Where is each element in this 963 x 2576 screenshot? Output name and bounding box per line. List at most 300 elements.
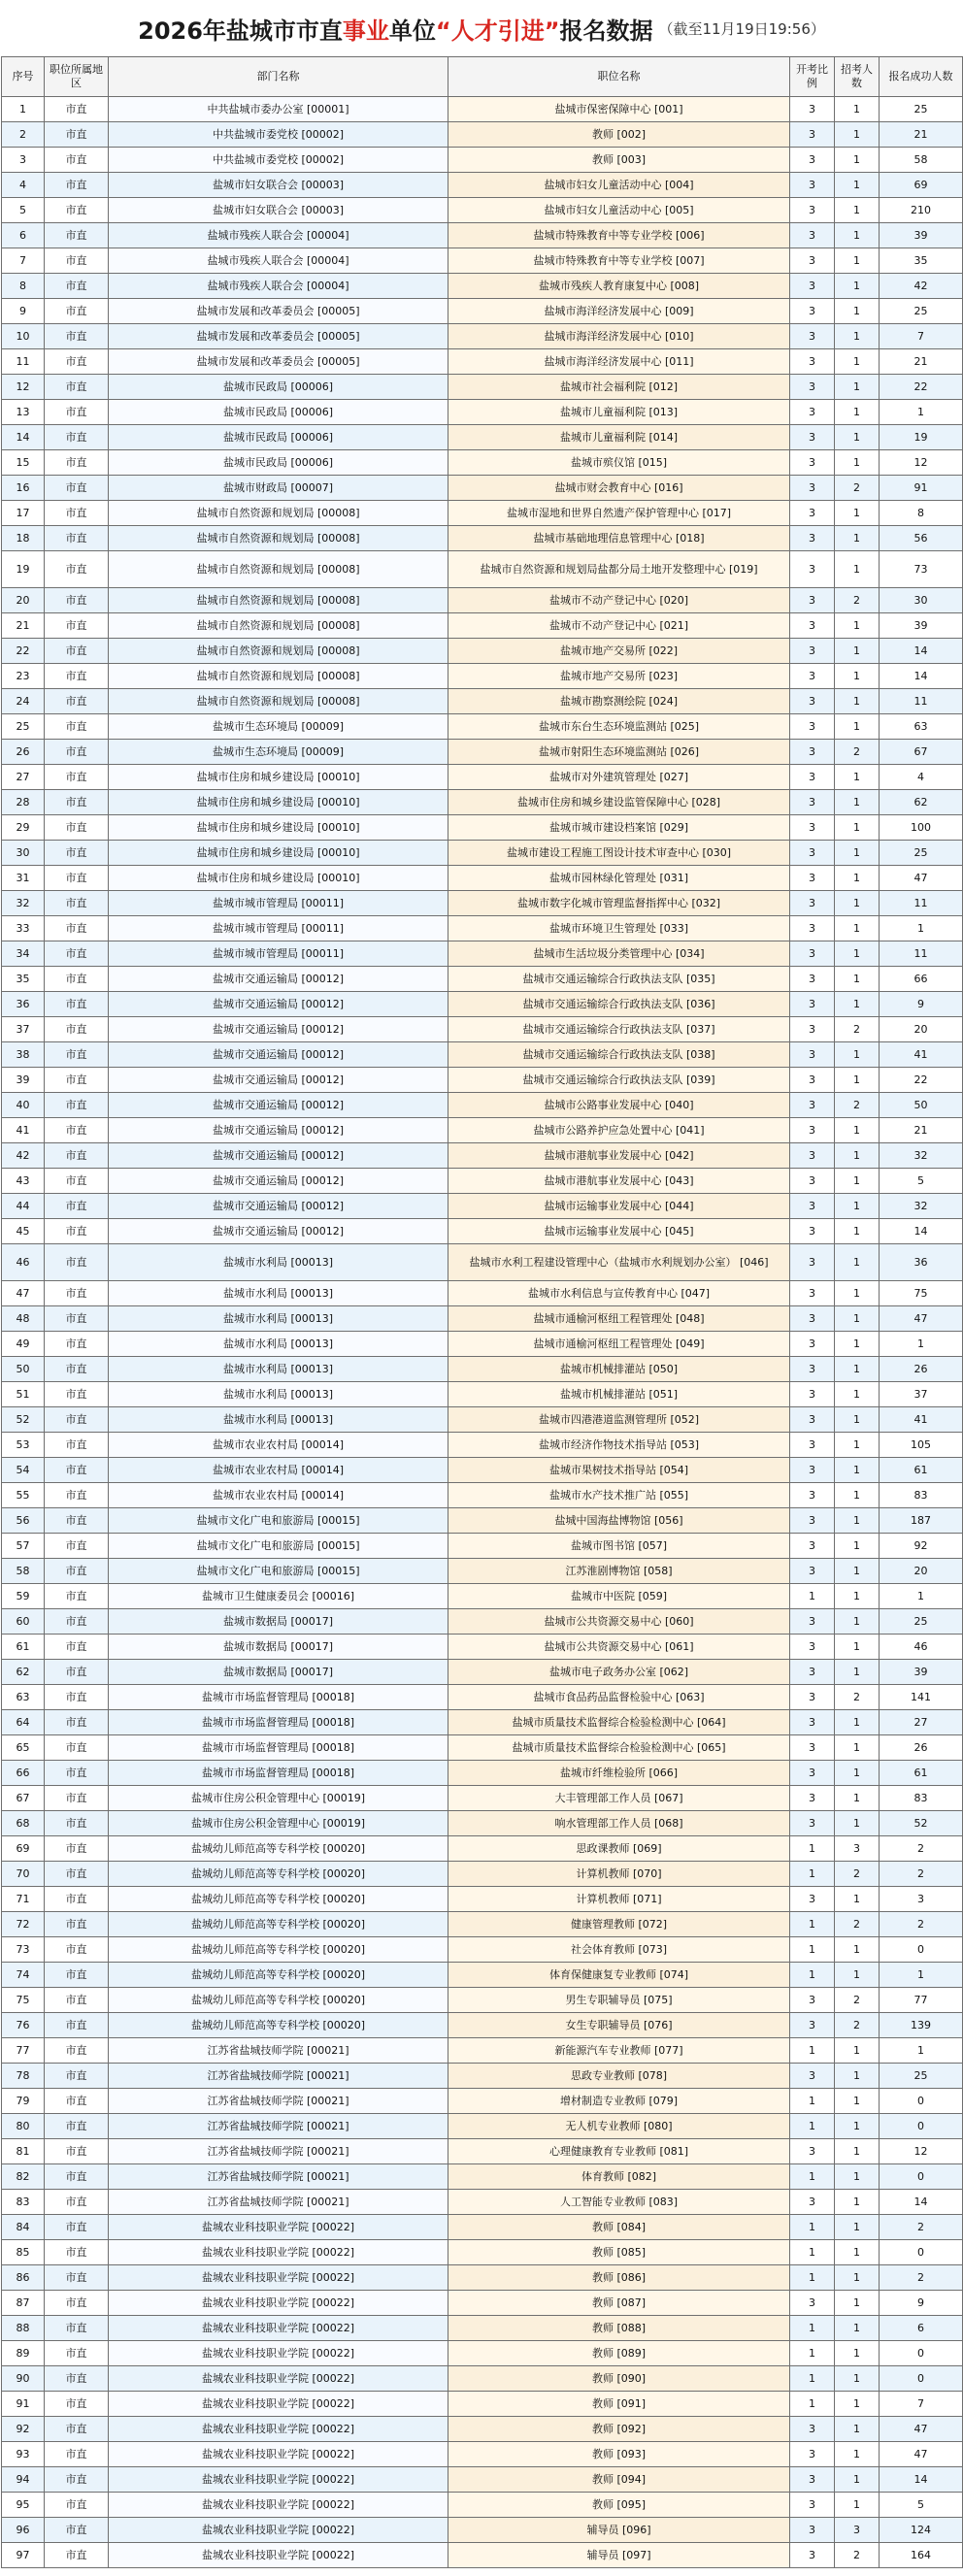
cell-pos: 人工智能专业教师 [083] (448, 2190, 790, 2215)
cell-pos: 盐城市纤维检验所 [066] (448, 1761, 790, 1786)
cell-idx: 30 (2, 841, 45, 866)
cell-ratio: 3 (790, 1017, 835, 1042)
cell-hire: 1 (835, 248, 880, 274)
cell-pos: 盐城市妇女儿童活动中心 [004] (448, 173, 790, 198)
cell-idx: 57 (2, 1534, 45, 1559)
cell-hire: 1 (835, 1786, 880, 1811)
cell-dept: 盐城市市场监督管理局 [00018] (109, 1710, 448, 1735)
cell-hire: 1 (835, 274, 880, 299)
cell-idx: 82 (2, 2164, 45, 2190)
cell-idx: 38 (2, 1042, 45, 1068)
cell-count: 22 (880, 375, 963, 400)
cell-pos: 无人机专业教师 [080] (448, 2114, 790, 2139)
cell-hire: 1 (835, 967, 880, 992)
cell-area: 市直 (45, 1584, 109, 1609)
cell-idx: 78 (2, 2064, 45, 2089)
cell-dept: 盐城市残疾人联合会 [00004] (109, 223, 448, 248)
cell-hire: 2 (835, 2013, 880, 2038)
cell-area: 市直 (45, 1332, 109, 1357)
cell-idx: 16 (2, 476, 45, 501)
cell-dept: 盐城市妇女联合会 [00003] (109, 198, 448, 223)
cell-pos: 盐城市公共资源交易中心 [060] (448, 1609, 790, 1635)
cell-hire: 2 (835, 1988, 880, 2013)
table-row (2, 613, 963, 639)
page-title (0, 0, 963, 56)
cell-area: 市直 (45, 1912, 109, 1937)
table-row (2, 916, 963, 941)
cell-hire: 2 (835, 1862, 880, 1887)
cell-dept: 盐城市财政局 [00007] (109, 476, 448, 501)
cell-count: 3 (880, 1887, 963, 1912)
cell-pos: 盐城市运输事业发展中心 [044] (448, 1194, 790, 1219)
table-row (2, 1735, 963, 1761)
cell-pos: 计算机教师 [071] (448, 1887, 790, 1912)
cell-pos: 盐城市四港港道监测管理所 [052] (448, 1407, 790, 1433)
cell-count: 8 (880, 501, 963, 526)
cell-count: 25 (880, 2064, 963, 2089)
cell-area: 市直 (45, 1710, 109, 1735)
cell-hire: 1 (835, 1244, 880, 1281)
table-row (2, 1635, 963, 1660)
cell-dept: 盐城市城市管理局 [00011] (109, 941, 448, 967)
cell-area: 市直 (45, 425, 109, 450)
cell-pos: 盐城市交通运输综合行政执法支队 [038] (448, 1042, 790, 1068)
cell-dept: 盐城市发展和改革委员会 [00005] (109, 299, 448, 324)
cell-idx: 50 (2, 1357, 45, 1382)
cell-ratio: 3 (790, 1988, 835, 2013)
cell-area: 市直 (45, 2013, 109, 2038)
table-row (2, 1609, 963, 1635)
cell-idx: 12 (2, 375, 45, 400)
cell-count: 73 (880, 551, 963, 588)
table-row (2, 2240, 963, 2265)
cell-count: 56 (880, 526, 963, 551)
cell-idx: 62 (2, 1660, 45, 1685)
cell-pos: 盐城市数字化城市管理监督指挥中心 [032] (448, 891, 790, 916)
cell-idx: 73 (2, 1937, 45, 1963)
cell-count: 47 (880, 1306, 963, 1332)
cell-pos: 盐城市交通运输综合行政执法支队 [035] (448, 967, 790, 992)
cell-count: 14 (880, 2190, 963, 2215)
cell-pos: 盐城市水利信息与宣传教育中心 [047] (448, 1281, 790, 1306)
cell-dept: 盐城市水利局 [00013] (109, 1281, 448, 1306)
cell-area: 市直 (45, 2442, 109, 2467)
cell-pos: 教师 [094] (448, 2467, 790, 2493)
cell-dept: 盐城幼儿师范高等专科学校 [00020] (109, 1862, 448, 1887)
cell-hire: 1 (835, 375, 880, 400)
cell-pos: 盐城市环境卫生管理处 [033] (448, 916, 790, 941)
cell-idx: 17 (2, 501, 45, 526)
cell-ratio: 3 (790, 1281, 835, 1306)
cell-ratio: 3 (790, 1887, 835, 1912)
table-row (2, 299, 963, 324)
cell-hire: 1 (835, 714, 880, 740)
cell-count: 27 (880, 1710, 963, 1735)
cell-idx: 77 (2, 2038, 45, 2064)
cell-idx: 95 (2, 2493, 45, 2518)
cell-pos: 男生专职辅导员 [075] (448, 1988, 790, 2013)
cell-count: 36 (880, 1244, 963, 1281)
cell-count: 37 (880, 1382, 963, 1407)
cell-pos: 盐城市妇女儿童活动中心 [005] (448, 198, 790, 223)
cell-idx: 83 (2, 2190, 45, 2215)
table-row (2, 2265, 963, 2291)
table-row (2, 2114, 963, 2139)
cell-count: 32 (880, 1194, 963, 1219)
cell-hire: 1 (835, 1219, 880, 1244)
cell-area: 市直 (45, 173, 109, 198)
cell-hire: 1 (835, 1710, 880, 1735)
cell-idx: 91 (2, 2392, 45, 2417)
cell-idx: 35 (2, 967, 45, 992)
cell-pos: 思政课教师 [069] (448, 1836, 790, 1862)
cell-area: 市直 (45, 1685, 109, 1710)
cell-dept: 盐城市自然资源和规划局 [00008] (109, 664, 448, 689)
cell-area: 市直 (45, 97, 109, 122)
cell-pos: 盐城市公路养护应急处置中心 [041] (448, 1118, 790, 1143)
cell-dept: 中共盐城市委办公室 [00001] (109, 97, 448, 122)
table-row (2, 2518, 963, 2543)
cell-pos: 盐城市残疾人教育康复中心 [008] (448, 274, 790, 299)
cell-area: 市直 (45, 714, 109, 740)
cell-count: 14 (880, 664, 963, 689)
cell-count: 0 (880, 2089, 963, 2114)
cell-dept: 盐城市发展和改革委员会 [00005] (109, 324, 448, 349)
cell-hire: 1 (835, 2265, 880, 2291)
cell-area: 市直 (45, 2265, 109, 2291)
cell-count: 41 (880, 1042, 963, 1068)
cell-hire: 1 (835, 2190, 880, 2215)
cell-hire: 1 (835, 941, 880, 967)
cell-idx: 53 (2, 1433, 45, 1458)
cell-ratio: 3 (790, 1382, 835, 1407)
cell-dept: 盐城幼儿师范高等专科学校 [00020] (109, 1836, 448, 1862)
cell-idx: 71 (2, 1887, 45, 1912)
cell-idx: 97 (2, 2543, 45, 2568)
cell-idx: 25 (2, 714, 45, 740)
cell-count: 14 (880, 2467, 963, 2493)
cell-pos: 辅导员 [096] (448, 2518, 790, 2543)
cell-ratio: 1 (790, 2366, 835, 2392)
table-row (2, 148, 963, 173)
cell-area: 市直 (45, 2291, 109, 2316)
cell-count: 0 (880, 2114, 963, 2139)
cell-pos: 盐城市儿童福利院 [014] (448, 425, 790, 450)
cell-ratio: 1 (790, 2240, 835, 2265)
cell-count: 5 (880, 1169, 963, 1194)
cell-idx: 61 (2, 1635, 45, 1660)
cell-area: 市直 (45, 1357, 109, 1382)
cell-ratio: 3 (790, 1735, 835, 1761)
cell-idx: 27 (2, 765, 45, 790)
cell-idx: 15 (2, 450, 45, 476)
cell-area: 市直 (45, 2316, 109, 2341)
cell-pos: 盐城市地产交易所 [023] (448, 664, 790, 689)
cell-ratio: 3 (790, 841, 835, 866)
cell-ratio: 3 (790, 1786, 835, 1811)
cell-pos: 盐城市勘察测绘院 [024] (448, 689, 790, 714)
table-row (2, 1169, 963, 1194)
cell-dept: 盐城市数据局 [00017] (109, 1635, 448, 1660)
cell-idx: 68 (2, 1811, 45, 1836)
cell-area: 市直 (45, 1811, 109, 1836)
cell-idx: 34 (2, 941, 45, 967)
table-row (2, 1988, 963, 2013)
cell-count: 47 (880, 2417, 963, 2442)
cell-pos: 盐城市电子政务办公室 [062] (448, 1660, 790, 1685)
cell-area: 市直 (45, 1068, 109, 1093)
cell-pos: 盐城市交通运输综合行政执法支队 [036] (448, 992, 790, 1017)
cell-idx: 86 (2, 2265, 45, 2291)
table-row (2, 122, 963, 148)
cell-hire: 1 (835, 2366, 880, 2392)
cell-pos: 盐城市食品药品监督检验中心 [063] (448, 1685, 790, 1710)
cell-ratio: 3 (790, 2139, 835, 2164)
cell-ratio: 3 (790, 1710, 835, 1735)
cell-pos: 盐城市海洋经济发展中心 [010] (448, 324, 790, 349)
cell-ratio: 1 (790, 1937, 835, 1963)
cell-ratio: 3 (790, 1559, 835, 1584)
cell-count: 39 (880, 1660, 963, 1685)
cell-pos: 盐城市财会教育中心 [016] (448, 476, 790, 501)
cell-pos: 辅导员 [097] (448, 2543, 790, 2568)
cell-ratio: 3 (790, 639, 835, 664)
cell-ratio: 3 (790, 1660, 835, 1685)
cell-dept: 江苏省盐城技师学院 [00021] (109, 2190, 448, 2215)
cell-pos: 新能源汽车专业教师 [077] (448, 2038, 790, 2064)
cell-ratio: 3 (790, 1093, 835, 1118)
cell-idx: 40 (2, 1093, 45, 1118)
cell-ratio: 1 (790, 1963, 835, 1988)
cell-dept: 盐城市数据局 [00017] (109, 1660, 448, 1685)
cell-pos: 教师 [093] (448, 2442, 790, 2467)
cell-ratio: 3 (790, 375, 835, 400)
table-row (2, 992, 963, 1017)
cell-hire: 1 (835, 2417, 880, 2442)
cell-idx: 56 (2, 1508, 45, 1534)
cell-count: 105 (880, 1433, 963, 1458)
cell-hire: 1 (835, 1811, 880, 1836)
title-part5: 报名数据 (559, 17, 653, 45)
cell-count: 83 (880, 1483, 963, 1508)
table-row (2, 841, 963, 866)
col-header-ratio: 开考比例 (790, 57, 835, 97)
cell-pos: 教师 [084] (448, 2215, 790, 2240)
cell-hire: 1 (835, 551, 880, 588)
cell-area: 市直 (45, 324, 109, 349)
cell-ratio: 1 (790, 2089, 835, 2114)
cell-pos: 盐城市通榆河枢纽工程管理处 [049] (448, 1332, 790, 1357)
cell-area: 市直 (45, 1761, 109, 1786)
cell-count: 11 (880, 891, 963, 916)
cell-ratio: 3 (790, 689, 835, 714)
cell-count: 0 (880, 2164, 963, 2190)
cell-count: 11 (880, 941, 963, 967)
cell-hire: 1 (835, 1559, 880, 1584)
cell-idx: 33 (2, 916, 45, 941)
table-row (2, 2417, 963, 2442)
cell-idx: 2 (2, 122, 45, 148)
cell-idx: 72 (2, 1912, 45, 1937)
cell-ratio: 3 (790, 2543, 835, 2568)
table-row (2, 501, 963, 526)
cell-area: 市直 (45, 2341, 109, 2366)
cell-dept: 盐城市生态环境局 [00009] (109, 714, 448, 740)
cell-area: 市直 (45, 375, 109, 400)
cell-area: 市直 (45, 639, 109, 664)
cell-ratio: 3 (790, 2064, 835, 2089)
cell-idx: 74 (2, 1963, 45, 1988)
cell-hire: 1 (835, 1534, 880, 1559)
cell-idx: 81 (2, 2139, 45, 2164)
table-header (2, 57, 963, 97)
cell-count: 2 (880, 2265, 963, 2291)
cell-hire: 2 (835, 1912, 880, 1937)
cell-dept: 盐城市城市管理局 [00011] (109, 891, 448, 916)
cell-area: 市直 (45, 866, 109, 891)
cell-hire: 1 (835, 689, 880, 714)
cell-pos: 心理健康教育专业教师 [081] (448, 2139, 790, 2164)
table-row (2, 2291, 963, 2316)
table-row (2, 1281, 963, 1306)
cell-dept: 盐城农业科技职业学院 [00022] (109, 2392, 448, 2417)
cell-dept: 盐城市交通运输局 [00012] (109, 1042, 448, 1068)
cell-pos: 盐城市儿童福利院 [013] (448, 400, 790, 425)
cell-idx: 96 (2, 2518, 45, 2543)
cell-ratio: 3 (790, 1194, 835, 1219)
table-row (2, 1382, 963, 1407)
cell-idx: 49 (2, 1332, 45, 1357)
cell-count: 141 (880, 1685, 963, 1710)
cell-hire: 2 (835, 1685, 880, 1710)
cell-hire: 1 (835, 501, 880, 526)
cell-idx: 23 (2, 664, 45, 689)
cell-count: 62 (880, 790, 963, 815)
cell-hire: 1 (835, 2442, 880, 2467)
cell-ratio: 3 (790, 122, 835, 148)
cell-hire: 1 (835, 2215, 880, 2240)
cell-ratio: 3 (790, 1685, 835, 1710)
table-row (2, 223, 963, 248)
cell-pos: 盐城市图书馆 [057] (448, 1534, 790, 1559)
cell-idx: 22 (2, 639, 45, 664)
cell-area: 市直 (45, 2240, 109, 2265)
cell-hire: 1 (835, 1937, 880, 1963)
cell-area: 市直 (45, 2064, 109, 2089)
table-row (2, 1332, 963, 1357)
cell-area: 市直 (45, 1786, 109, 1811)
cell-pos: 盐城市经济作物技术指导站 [053] (448, 1433, 790, 1458)
cell-pos: 盐城市港航事业发展中心 [042] (448, 1143, 790, 1169)
cell-pos: 盐城市海洋经济发展中心 [011] (448, 349, 790, 375)
table-row (2, 198, 963, 223)
cell-count: 46 (880, 1635, 963, 1660)
cell-hire: 1 (835, 198, 880, 223)
cell-dept: 盐城农业科技职业学院 [00022] (109, 2366, 448, 2392)
cell-pos: 盐城市海洋经济发展中心 [009] (448, 299, 790, 324)
cell-idx: 43 (2, 1169, 45, 1194)
cell-count: 164 (880, 2543, 963, 2568)
cell-idx: 19 (2, 551, 45, 588)
cell-area: 市直 (45, 1169, 109, 1194)
cell-ratio: 3 (790, 2291, 835, 2316)
cell-pos: 盐城市不动产登记中心 [021] (448, 613, 790, 639)
cell-idx: 11 (2, 349, 45, 375)
cell-idx: 87 (2, 2291, 45, 2316)
cell-hire: 3 (835, 1836, 880, 1862)
table-row (2, 173, 963, 198)
cell-ratio: 3 (790, 1433, 835, 1458)
cell-count: 39 (880, 613, 963, 639)
cell-area: 市直 (45, 501, 109, 526)
cell-pos: 盐城市对外建筑管理处 [027] (448, 765, 790, 790)
cell-pos: 盐城市射阳生态环境监测站 [026] (448, 740, 790, 765)
cell-hire: 1 (835, 1963, 880, 1988)
table-row (2, 1433, 963, 1458)
cell-dept: 盐城市住房和城乡建设局 [00010] (109, 815, 448, 841)
cell-count: 2 (880, 1836, 963, 1862)
cell-pos: 盐城市湿地和世界自然遗产保护管理中心 [017] (448, 501, 790, 526)
cell-area: 市直 (45, 2392, 109, 2417)
cell-idx: 89 (2, 2341, 45, 2366)
cell-hire: 1 (835, 1887, 880, 1912)
cell-idx: 20 (2, 588, 45, 613)
cell-count: 92 (880, 1534, 963, 1559)
cell-ratio: 3 (790, 425, 835, 450)
cell-count: 26 (880, 1357, 963, 1382)
cell-area: 市直 (45, 2543, 109, 2568)
cell-count: 7 (880, 2392, 963, 2417)
cell-ratio: 3 (790, 588, 835, 613)
cell-pos: 盐城市园林绿化管理处 [031] (448, 866, 790, 891)
col-header-dept: 部门名称 (109, 57, 448, 97)
cell-dept: 盐城市水利局 [00013] (109, 1357, 448, 1382)
table-row (2, 588, 963, 613)
cell-dept: 盐城农业科技职业学院 [00022] (109, 2518, 448, 2543)
table-row (2, 1118, 963, 1143)
cell-pos: 盐城市质量技术监督综合检验检测中心 [064] (448, 1710, 790, 1735)
cell-idx: 42 (2, 1143, 45, 1169)
cell-idx: 7 (2, 248, 45, 274)
cell-count: 22 (880, 1068, 963, 1093)
cell-count: 61 (880, 1761, 963, 1786)
cell-pos: 教师 [002] (448, 122, 790, 148)
cell-hire: 1 (835, 2038, 880, 2064)
title-part2: 事业 (342, 17, 389, 45)
cell-idx: 84 (2, 2215, 45, 2240)
col-header-pos: 职位名称 (448, 57, 790, 97)
cell-pos: 盐城市机械排灌站 [051] (448, 1382, 790, 1407)
cell-ratio: 3 (790, 714, 835, 740)
cell-pos: 盐城市水产技术推广站 [055] (448, 1483, 790, 1508)
cell-idx: 88 (2, 2316, 45, 2341)
cell-ratio: 3 (790, 1143, 835, 1169)
cell-dept: 江苏省盐城技师学院 [00021] (109, 2114, 448, 2139)
cell-idx: 67 (2, 1786, 45, 1811)
cell-hire: 1 (835, 1660, 880, 1685)
cell-idx: 45 (2, 1219, 45, 1244)
cell-ratio: 3 (790, 967, 835, 992)
cell-dept: 盐城市交通运输局 [00012] (109, 992, 448, 1017)
cell-count: 1 (880, 1963, 963, 1988)
cell-idx: 79 (2, 2089, 45, 2114)
cell-pos: 盐城市特殊教育中等专业学校 [007] (448, 248, 790, 274)
cell-area: 市直 (45, 1937, 109, 1963)
table-row (2, 2366, 963, 2392)
cell-hire: 1 (835, 639, 880, 664)
cell-count: 9 (880, 2291, 963, 2316)
cell-idx: 64 (2, 1710, 45, 1735)
